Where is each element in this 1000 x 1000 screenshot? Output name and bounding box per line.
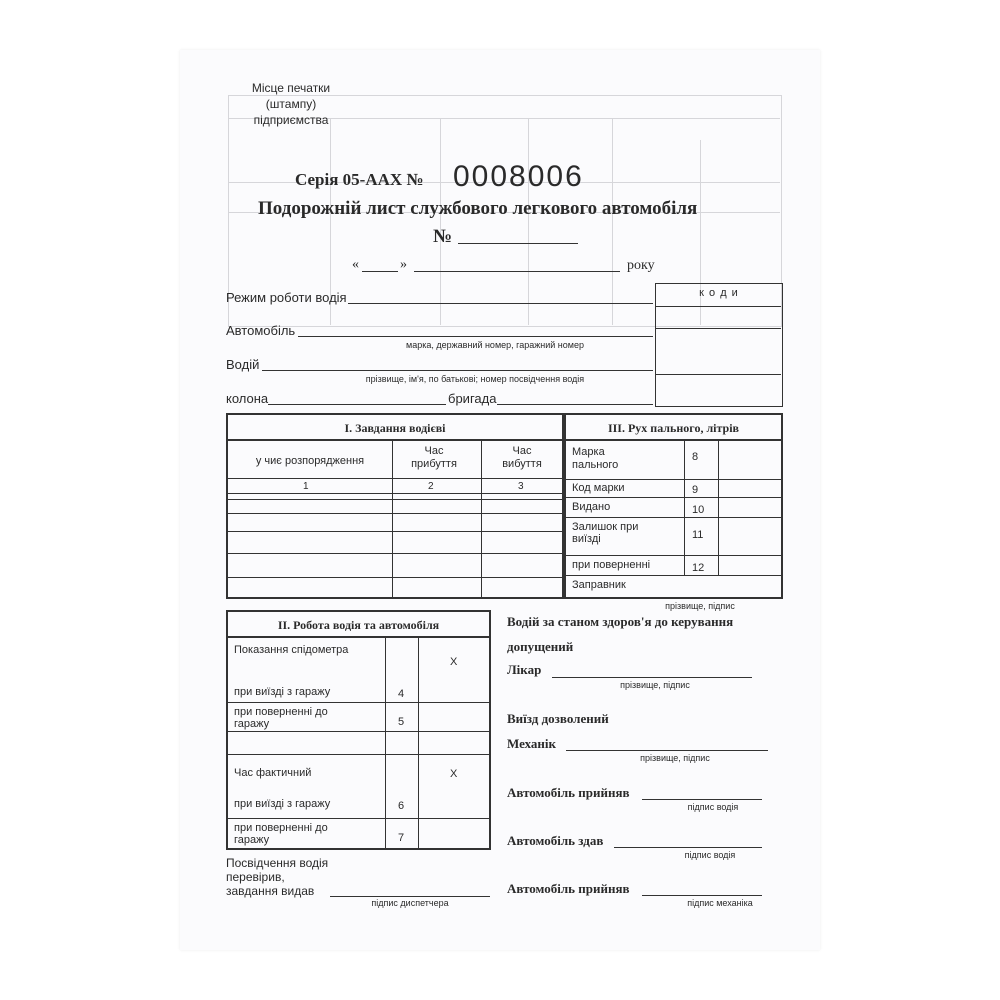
car-accepted-line (642, 799, 762, 800)
out-garage-code: 6 (398, 800, 405, 812)
fuel-row-code: 8 (692, 451, 699, 463)
car-label: Автомобіль (226, 323, 296, 338)
fuel-row-code: 12 (692, 562, 705, 574)
fuel-row-code: 9 (692, 484, 699, 496)
mechanic-sign-hint: підпис механіка (687, 898, 753, 908)
brigade-line (497, 404, 653, 405)
mode-label: Режим роботи водія (226, 290, 347, 305)
car-accepted-label: Автомобіль прийняв (507, 785, 630, 800)
x-mark: X (450, 768, 458, 780)
return-garage-label: при поверненні до гаражу (234, 822, 328, 846)
date-open-quote: « (352, 257, 359, 272)
section-fuel-title: ІІІ. Рух пального, літрів (607, 421, 740, 435)
fuel-row-label: Марка пального (572, 446, 619, 471)
doctor-line (552, 677, 752, 678)
dispatcher-line: Посвідчення водія (226, 856, 329, 870)
col-num-3: 3 (518, 481, 524, 492)
fuel-row-label: Видано (572, 501, 611, 513)
section-task-title: І. Завдання водієві (344, 421, 446, 435)
dispatcher-line: перевірив, (226, 870, 285, 884)
col-num-1: 1 (303, 481, 309, 492)
car-line (298, 336, 653, 337)
dispatcher-hint: підпис диспетчера (371, 898, 449, 908)
section-work (226, 610, 491, 850)
car-handed-line (614, 847, 762, 848)
car-handed-label: Автомобіль здав (507, 833, 604, 848)
return-garage-label: при поверненні до гаражу (234, 706, 328, 730)
fuel-row-code: 11 (692, 529, 704, 541)
serial-number: 0008006 (453, 160, 584, 193)
driver-label: Водій (226, 357, 260, 372)
stamp-place-line: Місце печатки (251, 81, 331, 95)
mechanic-hint: прізвище, підпис (640, 753, 710, 763)
driver-sign-hint: підпис водія (684, 850, 736, 860)
driver-sign-hint: підпис водія (687, 802, 739, 812)
health-text: Водій за станом здоров'я до керування (507, 614, 734, 629)
col-arrival: Час прибуття (411, 445, 457, 470)
codes-box (655, 283, 783, 407)
column-label: колона (226, 391, 269, 406)
refueler-label: Заправник (572, 579, 626, 591)
odometer-label: Показання спідометра (234, 644, 349, 656)
refueler-hint: прізвище, підпис (665, 601, 735, 611)
date-month-line (414, 271, 620, 272)
return-garage-code: 5 (398, 716, 405, 728)
stamp-place (236, 80, 346, 128)
car-accepted-2-label: Автомобіль прийняв (507, 881, 630, 896)
mechanic-line (566, 750, 768, 751)
out-garage-label: при виїзді з гаражу (234, 798, 331, 810)
date-day-line (362, 271, 398, 272)
col-order: у чиє розпорядження (255, 455, 365, 467)
section-work-title: ІІ. Робота водія та автомобіля (277, 618, 440, 632)
car-hint: марка, державний номер, гаражний номер (406, 340, 584, 350)
stamp-place-line: підприємства (253, 113, 329, 127)
column-line (268, 404, 446, 405)
x-mark: X (450, 656, 458, 668)
codes-label: к о д и (699, 287, 739, 299)
document-title: Подорожній лист службового легкового автомобіля (258, 198, 698, 219)
fuel-row-label: Залишок при виїзді (572, 521, 639, 545)
fuel-row-label: при поверненні (572, 559, 651, 571)
dispatcher-line-sign (330, 896, 490, 897)
dispatcher-text (226, 856, 328, 898)
col-departure: Час вибуття (502, 445, 542, 470)
date-close-quote: » (400, 257, 407, 272)
driver-hint: прізвище, ім'я, по батькові; номер посвідчення водія (365, 374, 585, 384)
actual-time-label: Час фактичний (234, 767, 312, 779)
number-line (458, 243, 578, 244)
admitted-text: допущений (507, 639, 574, 654)
mechanic-label: Механік (507, 736, 557, 751)
section-task (226, 413, 564, 599)
mode-line (348, 303, 653, 304)
fuel-row-code: 10 (692, 504, 705, 516)
driver-line (262, 370, 653, 371)
year-label: року (627, 258, 655, 273)
section-fuel (564, 413, 783, 599)
car-accepted-2-line (642, 895, 762, 896)
dispatcher-line: завдання видав (226, 884, 315, 898)
brigade-label: бригада (448, 391, 497, 406)
series-label: Серія 05-ААХ № (295, 170, 424, 189)
out-garage-label: при виїзді з гаражу (234, 686, 331, 698)
doctor-label: Лікар (507, 662, 542, 677)
stamp-place-line: (штампу) (265, 97, 317, 111)
out-garage-code: 4 (398, 688, 405, 700)
col-num-2: 2 (428, 481, 434, 492)
number-sign: № (433, 226, 453, 247)
exit-allowed-text: Виїзд дозволений (507, 711, 609, 726)
fuel-row-label: Код марки (572, 482, 625, 494)
doctor-hint: прізвище, підпис (620, 680, 690, 690)
return-garage-code: 7 (398, 832, 405, 844)
